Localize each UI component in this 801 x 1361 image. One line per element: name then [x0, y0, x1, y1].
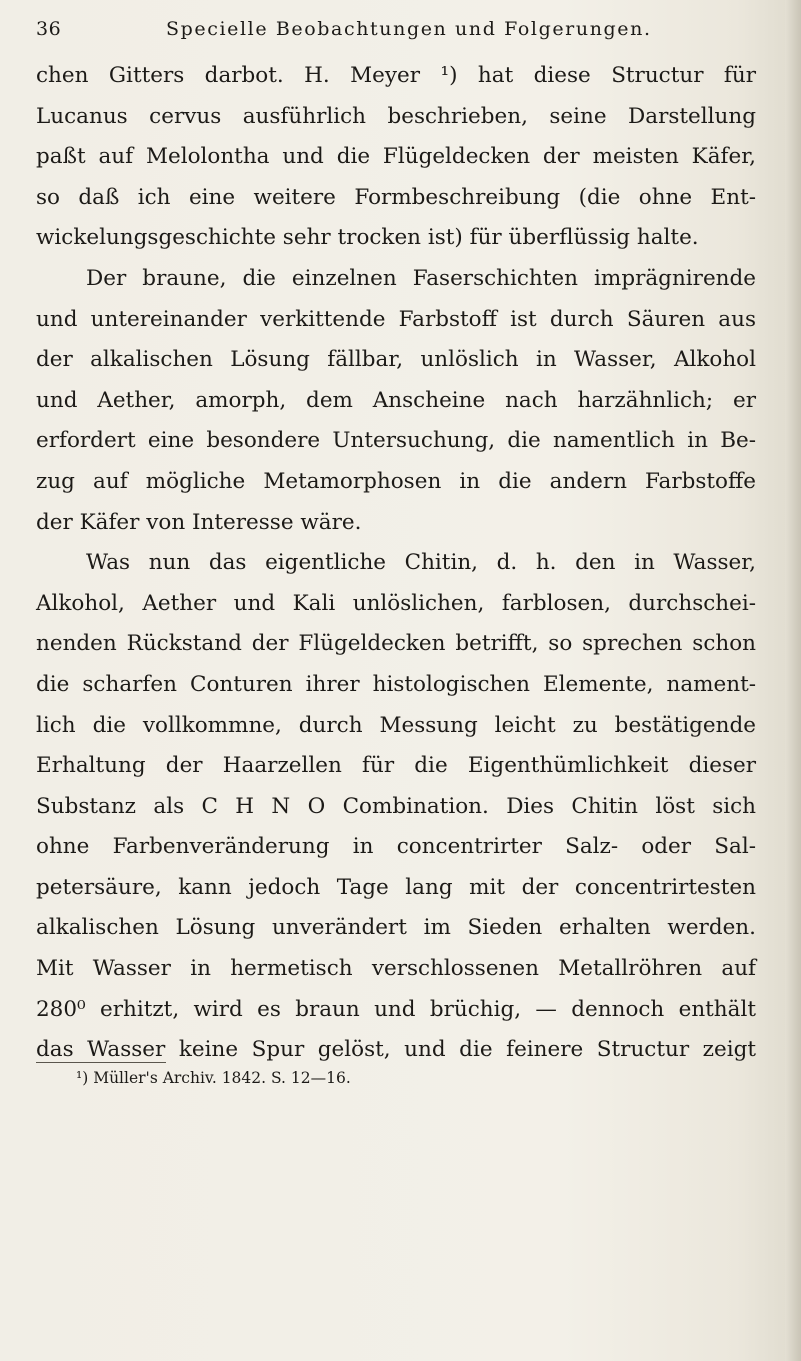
page-header: [36, 8, 756, 52]
page-number: 36: [36, 18, 62, 40]
text-line: Was nun das eigentliche Chitin, d. h. den in Wasser,: [86, 550, 756, 576]
footnote-marker: ¹): [76, 1069, 89, 1087]
text-line: lich die vollkommne, durch Messung leicht zu bestätigende: [36, 712, 756, 738]
text-line: nenden Rückstand der Flügeldecken betrifft, so sprechen schon: [36, 631, 756, 657]
text-line: die scharfen Conturen ihrer histologischen Elemente, nament-: [36, 671, 756, 697]
footnote-divider: [36, 1062, 166, 1063]
footnote-text: Müller's Archiv. 1842. S. 12—16.: [93, 1069, 351, 1087]
text-line: erfordert eine besondere Untersuchung, die namentlich in Be-: [36, 428, 756, 454]
page-edge-shadow: [785, 0, 801, 1361]
text-line: petersäure, kann jedoch Tage lang mit der concentrirtesten: [36, 874, 756, 900]
text-line: Lucanus cervus ausführlich beschrieben, seine Darstellung: [36, 103, 756, 129]
running-title: Specielle Beobachtungen und Folgerungen.: [166, 18, 652, 40]
text-line: paßt auf Melolontha und die Flügeldecken der meisten Käfer,: [36, 144, 756, 170]
text-line: Alkohol, Aether und Kali unlöslichen, farblosen, durchschei-: [36, 590, 756, 616]
text-line: der Käfer von Interesse wäre.: [36, 509, 362, 535]
text-line: der alkalischen Lösung fällbar, unlöslich in Wasser, Alkohol: [36, 347, 756, 373]
text-line: Erhaltung der Haarzellen für die Eigenthümlichkeit dieser: [36, 753, 756, 779]
text-line: zug auf mögliche Metamorphosen in die andern Farbstoffe: [36, 468, 756, 494]
text-line: 280⁰ erhitzt, wird es braun und brüchig, — dennoch enthält: [36, 996, 756, 1022]
text-line: wickelungsgeschichte sehr trocken ist) für überflüssig halte.: [36, 225, 699, 251]
text-line: und untereinander verkittende Farbstoff ist durch Säuren aus: [36, 306, 756, 332]
text-line: Der braune, die einzelnen Faserschichten imprägnirende: [86, 265, 756, 291]
text-line: chen Gitters darbot. H. Meyer ¹) hat diese Structur für: [36, 63, 756, 88]
text-line: Mit Wasser in hermetisch verschlossenen Metallröhren auf: [36, 956, 756, 982]
text-line: das Wasser keine Spur gelöst, und die feinere Structur zeigt: [36, 1037, 756, 1063]
footnote: [76, 1069, 351, 1087]
body-text: [36, 56, 756, 1071]
text-line: und Aether, amorph, dem Anscheine nach harzähnlich; er: [36, 387, 756, 413]
text-line: alkalischen Lösung unverändert im Sieden erhalten werden.: [36, 915, 756, 941]
text-line: Substanz als C H N O Combination. Dies Chitin löst sich: [36, 793, 756, 819]
text-line: ohne Farbenveränderung in concentrirter Salz- oder Sal-: [36, 834, 756, 860]
text-line: so daß ich eine weitere Formbeschreibung (die ohne Ent-: [36, 184, 756, 210]
